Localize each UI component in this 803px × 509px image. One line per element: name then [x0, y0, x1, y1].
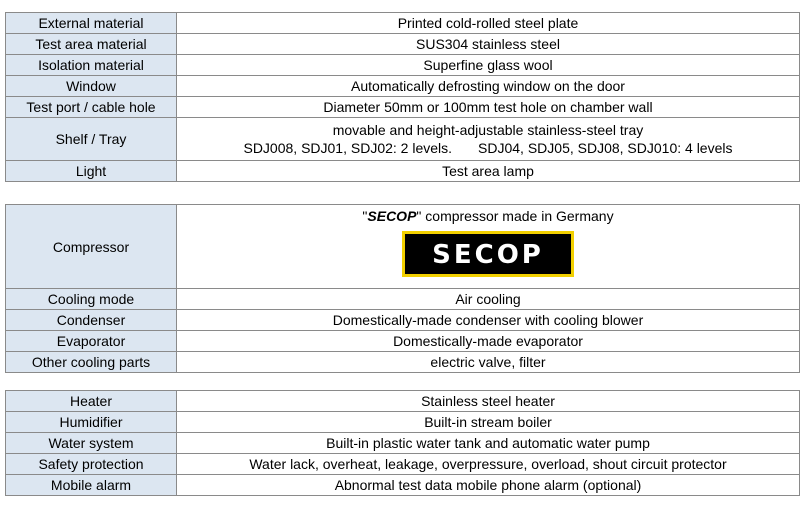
spec-table-utilities — [5, 390, 800, 496]
row-value: Abnormal test data mobile phone alarm (optional) — [177, 475, 800, 496]
table-row — [6, 289, 800, 310]
row-label: Test area material — [6, 34, 177, 55]
row-value: Domestically-made evaporator — [177, 331, 800, 352]
row-value — [177, 118, 800, 161]
row-value: Air cooling — [177, 289, 800, 310]
table-row — [6, 118, 800, 161]
table-row — [6, 34, 800, 55]
row-value: electric valve, filter — [177, 352, 800, 373]
row-value: Domestically-made condenser with cooling blower — [177, 310, 800, 331]
row-value: Stainless steel heater — [177, 391, 800, 412]
table-row — [6, 97, 800, 118]
row-value: SUS304 stainless steel — [177, 34, 800, 55]
row-value: Diameter 50mm or 100mm test hole on chamber wall — [177, 97, 800, 118]
shelf-line-1: movable and height-adjustable stainless-steel tray — [332, 122, 644, 138]
row-label: Evaporator — [6, 331, 177, 352]
table-row — [6, 310, 800, 331]
quote-mark: " — [416, 207, 422, 224]
table-row — [6, 161, 800, 182]
row-label: Isolation material — [6, 55, 177, 76]
row-label: Light — [6, 161, 177, 182]
table-row — [6, 454, 800, 475]
row-label: Test port / cable hole — [6, 97, 177, 118]
table-row — [6, 412, 800, 433]
table-row — [6, 13, 800, 34]
table-row — [6, 475, 800, 496]
row-label: Window — [6, 76, 177, 97]
row-value: Automatically defrosting window on the door — [177, 76, 800, 97]
row-label: Other cooling parts — [6, 352, 177, 373]
row-label: Humidifier — [6, 412, 177, 433]
secop-logo — [402, 231, 574, 277]
row-label: Water system — [6, 433, 177, 454]
shelf-levels-large-models: SDJ04, SDJ05, SDJ08, SDJ010: 4 levels — [478, 140, 733, 156]
row-label: Safety protection — [6, 454, 177, 475]
row-value: Built-in plastic water tank and automatic water pump — [177, 433, 800, 454]
row-value: Built-in stream boiler — [177, 412, 800, 433]
table-row — [6, 433, 800, 454]
logo-text: SECOP — [432, 239, 544, 270]
row-label: External material — [6, 13, 177, 34]
quote-mark: " — [362, 207, 368, 224]
spec-table-materials — [5, 12, 800, 182]
shelf-line-2 — [181, 139, 795, 157]
row-label: Mobile alarm — [6, 475, 177, 496]
row-label: Shelf / Tray — [6, 118, 177, 161]
row-value: Printed cold-rolled steel plate — [177, 13, 800, 34]
table-row — [6, 391, 800, 412]
compressor-description — [181, 207, 795, 225]
compressor-value — [177, 205, 800, 289]
row-label: Heater — [6, 391, 177, 412]
row-label: Condenser — [6, 310, 177, 331]
spec-table-cooling — [5, 204, 800, 373]
shelf-levels-small-models: SDJ008, SDJ01, SDJ02: 2 levels. — [243, 140, 453, 156]
row-value: Superfine glass wool — [177, 55, 800, 76]
row-label: Compressor — [6, 205, 177, 289]
compressor-origin: compressor made in Germany — [421, 207, 614, 224]
table-row — [6, 55, 800, 76]
table-row — [6, 352, 800, 373]
row-value: Test area lamp — [177, 161, 800, 182]
row-value: Water lack, overheat, leakage, overpressure, overload, shout circuit protector — [177, 454, 800, 475]
row-label: Cooling mode — [6, 289, 177, 310]
table-row — [6, 205, 800, 289]
table-row — [6, 76, 800, 97]
brand-name: SECOP — [367, 207, 417, 224]
table-row — [6, 331, 800, 352]
